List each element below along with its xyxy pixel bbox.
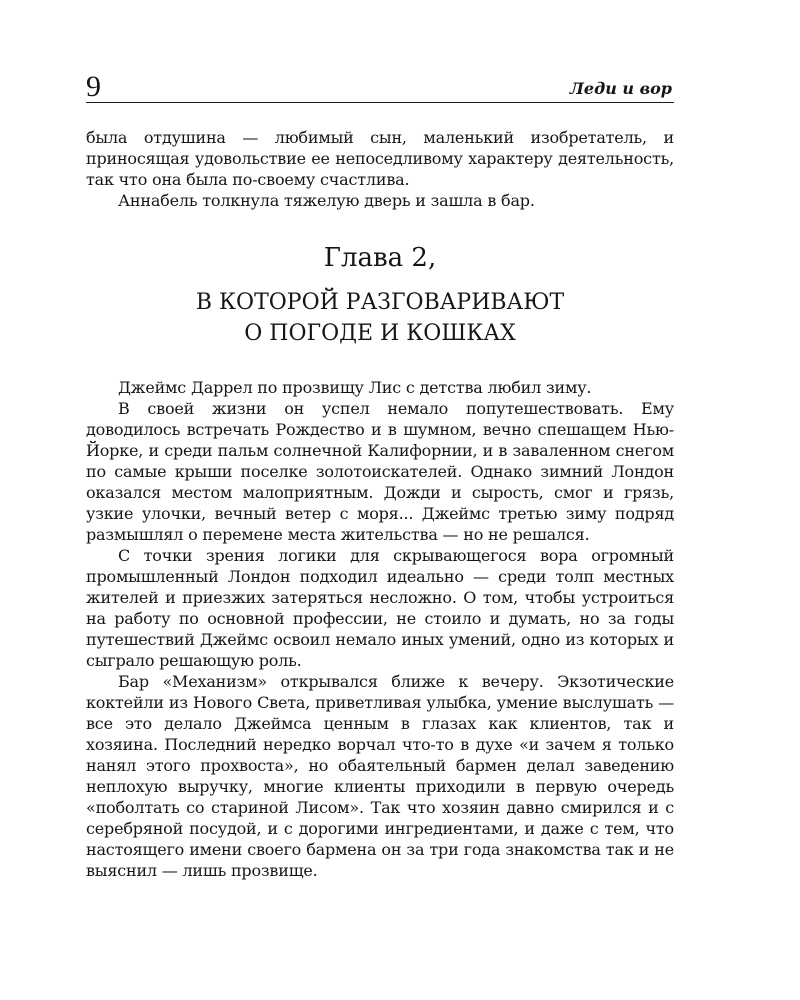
running-header: [86, 72, 674, 103]
running-title: Леди и вор: [569, 79, 672, 98]
chapter-subtitle: [86, 287, 674, 349]
chapter-title: Глава 2,: [323, 243, 437, 273]
paragraph: Бар «Механизм» открывался ближе к вечеру. Экзотические коктейли из Нового Света, приветливая улыбка, умение выслушать — все это делало Джеймса ценным в глазах как клиентов, так и хозяина. Последний нередко ворчал что-то в духе «и зачем я только нанял этого прохвоста», но обаятельный бармен делал заведению неплохую выручку, многие клиенты приходили в первую очередь «поболтать со стариной Лисом». Так что хозяин давно смирился и с серебряной посудой, и с дорогими ингредиентами, и даже с тем, что настоящего имени своего бармена он за три года знакомства так и не выяснил — лишь прозвище.: [86, 672, 674, 880]
page-number: 9: [86, 70, 101, 103]
chapter-subtitle-line: О ПОГОДЕ И КОШКАХ: [244, 321, 516, 346]
paragraph: Аннабель толкнула тяжелую дверь и зашла в бар.: [118, 191, 535, 210]
chapter-body: [86, 377, 674, 881]
paragraph: Джеймс Даррел по прозвищу Лис с детства любил зиму.: [118, 378, 592, 397]
paragraph: была отдушина — любимый сын, маленький изобретатель, и приносящая удовольствие ее непоседливому характеру деятельность, так что она была по-своему счастлива.: [86, 128, 674, 189]
book-page: [86, 72, 674, 881]
paragraph: С точки зрения логики для скрывающегося вора огромный промышленный Лондон подходил идеально — среди толп местных жителей и приезжих затеряться несложно. О том, чтобы устроиться на работу по основной профессии, не стоило и думать, но за годы путешествий Джеймс освоил немало иных умений, одно из которых и сыграло решающую роль.: [86, 546, 674, 670]
previous-chapter-ending: [86, 127, 674, 211]
chapter-subtitle-line: В КОТОРОЙ РАЗГОВАРИВАЮТ: [195, 290, 565, 315]
paragraph: В своей жизни он успел немало попутешествовать. Ему доводилось встречать Рождество и в шумном, вечно спешащем Нью-Йорке, и среди пальм солнечной Калифорнии, и в заваленном снегом по самые крыши поселке золотоискателей. Однако зимний Лондон оказался местом малоприятным. Дожди и сырость, смог и грязь, узкие улочки, вечный ветер с моря... Джеймс третью зиму подряд размышлял о перемене места жительства — но не решался.: [86, 399, 674, 544]
